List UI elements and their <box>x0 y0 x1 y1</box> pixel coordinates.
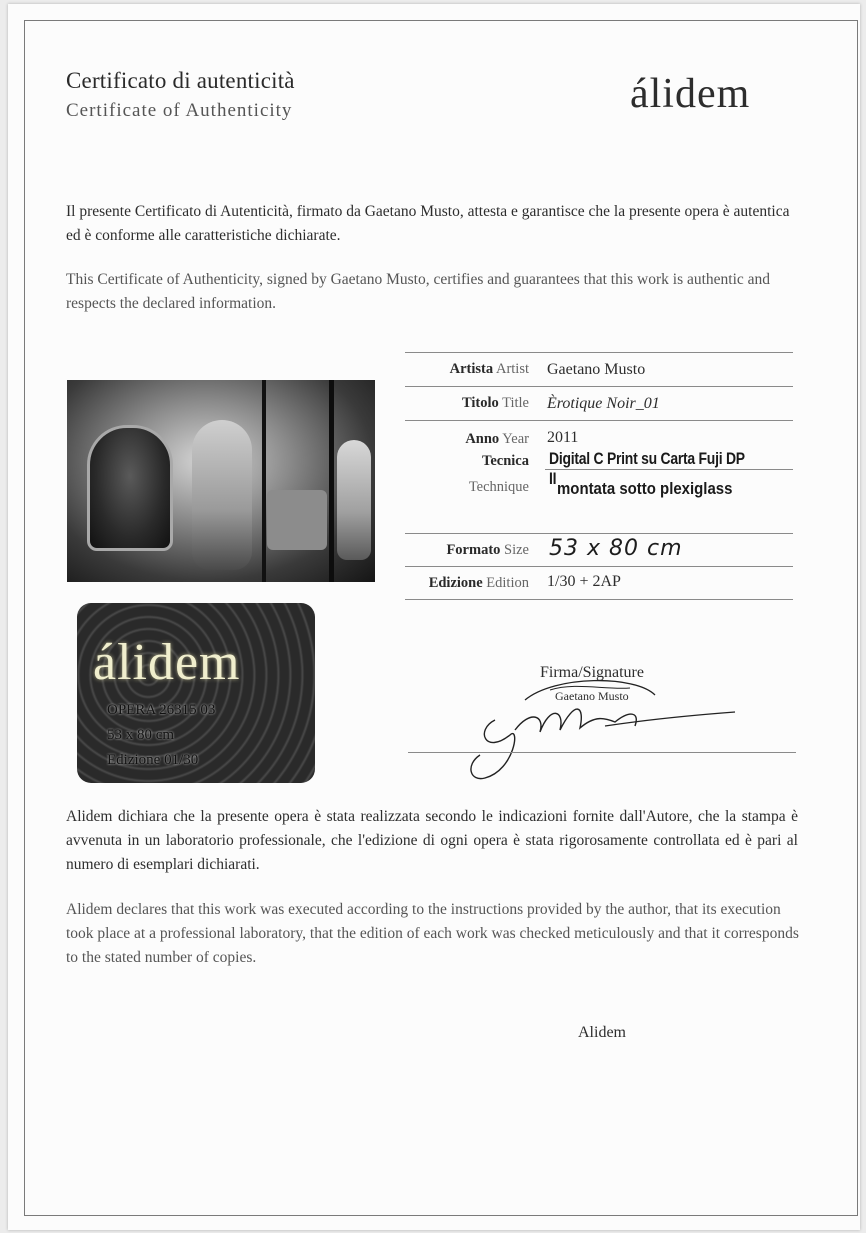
year-label: Anno Year <box>465 431 529 447</box>
closing-english: Alidem declares that this work was executed according to the instructions provided by the author, that its execution took place at a professional laboratory, that the edition of each work was checked meticulously and that it corresponds to the stated number of copies. <box>66 901 799 966</box>
row-edition <box>405 566 793 600</box>
technique-value-line2: montata sotto plexiglass <box>557 479 733 498</box>
photo-sofa <box>267 490 327 550</box>
artist-value: Gaetano Musto <box>547 361 646 378</box>
signature-stamp-name: Gaetano Musto <box>555 689 629 703</box>
edition-value: 1/30 + 2AP <box>547 573 621 590</box>
hologram-line: 53 x 80 cm <box>107 727 175 743</box>
title-italian: Certificato di autenticità <box>66 68 295 93</box>
technique-underline <box>545 469 793 470</box>
artwork-photo <box>67 380 375 582</box>
details-table <box>405 352 793 600</box>
row-size <box>405 533 793 566</box>
alidem-logo-text: álidem <box>630 71 751 117</box>
hologram-line: Edizione 01/30 <box>107 752 199 768</box>
year-value: 2011 <box>547 429 579 446</box>
size-value: 53 x 80 cm <box>549 536 683 561</box>
artist-label: Artista Artist <box>449 361 529 377</box>
title-english: Certificate of Authenticity <box>66 100 293 121</box>
intro-english: This Certificate of Authenticity, signed by Gaetano Musto, certifies and guarantees that this work is authentic and respects the declared information. <box>66 271 771 312</box>
title-value: Èrotique Noir_01 <box>547 395 660 412</box>
signature-line <box>408 752 796 753</box>
signature-label: Firma/Signature <box>540 664 644 681</box>
alidem-logo <box>630 70 750 118</box>
technique-value-line1: Digital C Print su Carta Fuji DP II <box>549 449 745 488</box>
photo-chair <box>87 425 173 551</box>
photo-mirror-edge <box>262 380 266 582</box>
row-title <box>405 386 793 420</box>
photo-mirror-edge <box>329 380 334 582</box>
hologram-line: OPERA 26315 03 <box>107 702 216 718</box>
closing-italian: Alidem dichiara che la presente opera è stata realizzata secondo le indicazioni fornite dall'Autore, che la stampa è avvenuta in un laboratorio professionale, che l'edizione di ogni opera è stata rigorosamente controllata ed è pari al numero di esemplari dichiarati. <box>66 808 798 873</box>
handwritten-signature <box>455 660 745 785</box>
hologram-logo: álidem <box>93 634 241 691</box>
size-label: Formato Size <box>446 542 529 558</box>
intro-italian: Il presente Certificato di Autenticità, firmato da Gaetano Musto, attesta e garantisce che la presente opera è autentica ed è conforme alle caratteristiche dichiarate. <box>66 203 790 244</box>
photo-figure <box>192 420 252 570</box>
hologram-text <box>107 698 215 773</box>
technique-label-it: Tecnica <box>482 453 529 469</box>
row-artist <box>405 352 793 386</box>
edition-label: Edizione Edition <box>428 575 529 591</box>
hologram-seal <box>77 603 315 783</box>
row-year-technique <box>405 420 793 533</box>
title-label: Titolo Title <box>461 395 529 411</box>
photo-reflection <box>337 440 371 560</box>
closing-signoff: Alidem <box>578 1024 626 1041</box>
technique-label-en: Technique <box>468 479 529 495</box>
